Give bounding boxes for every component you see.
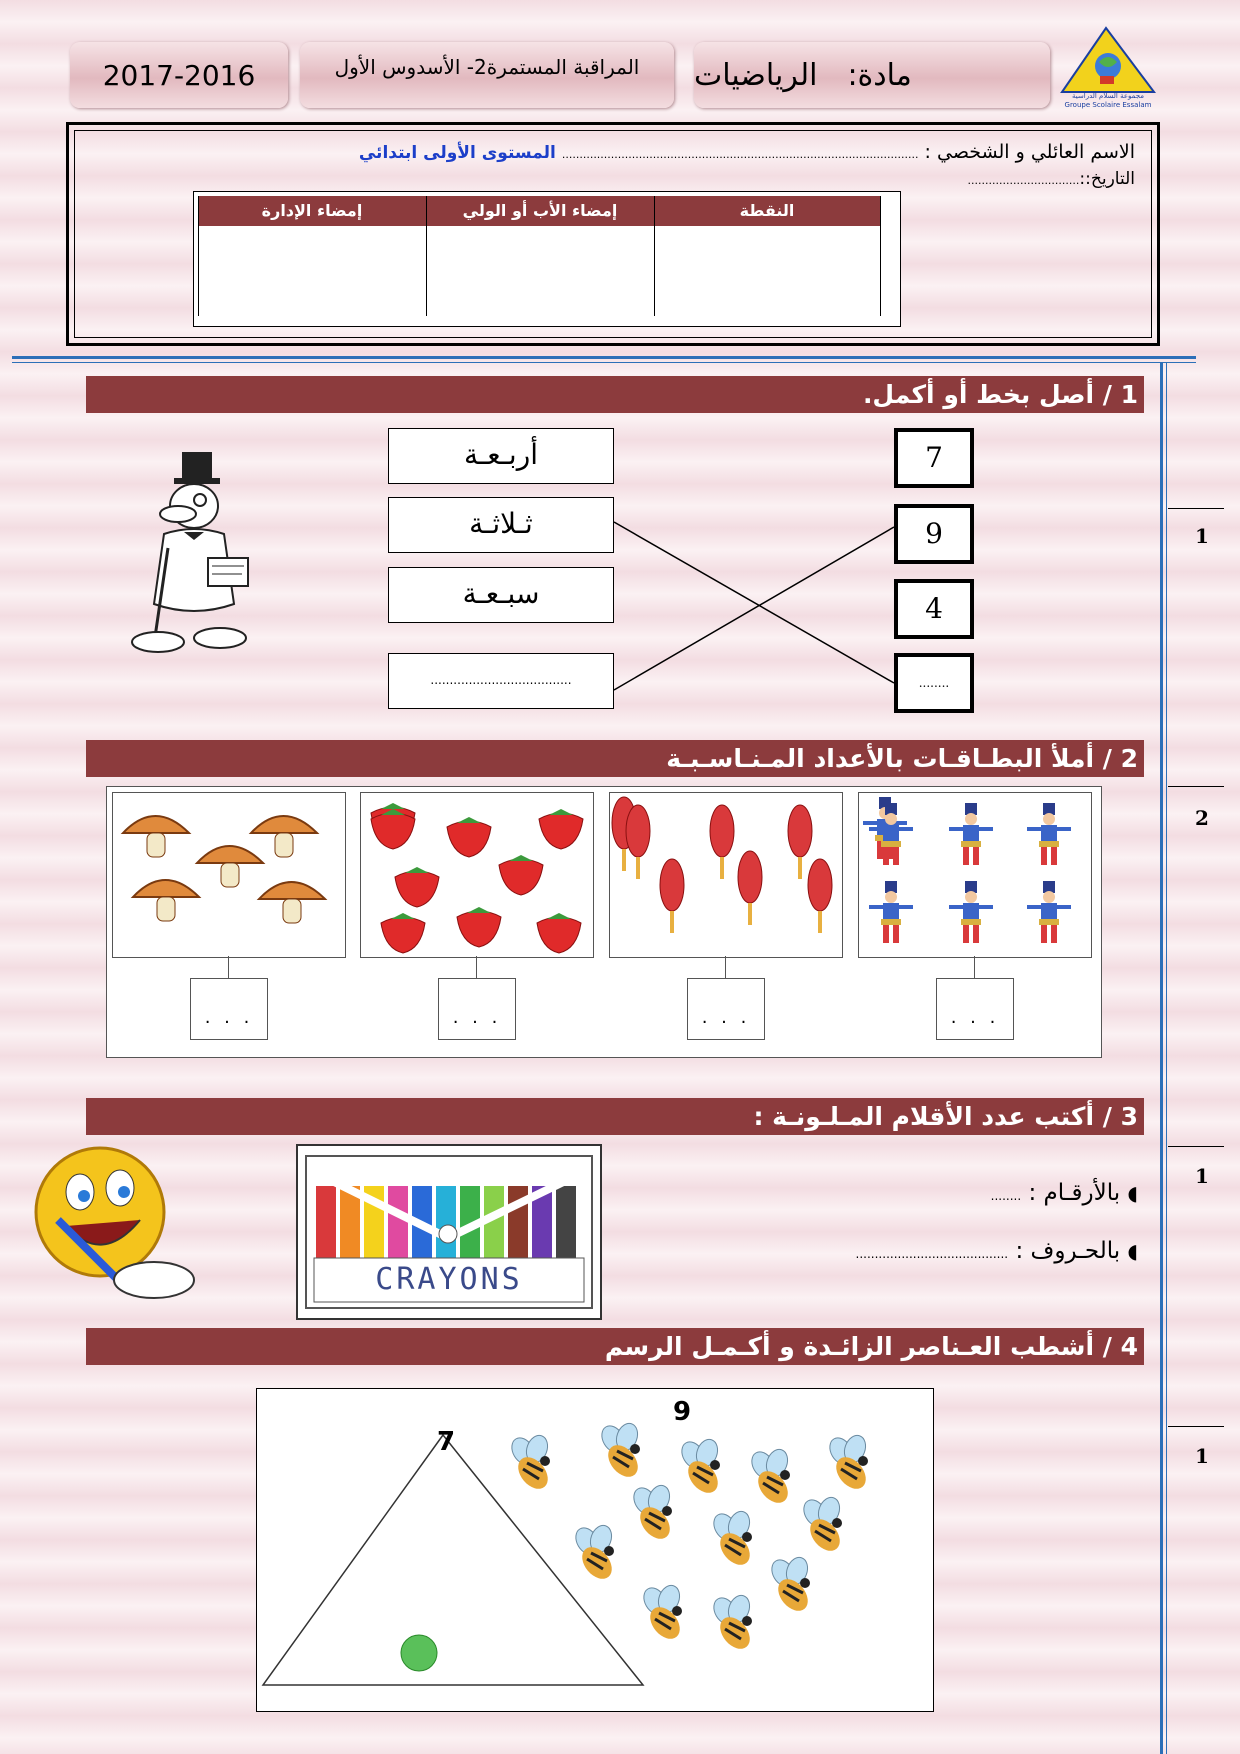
logo-text-fr: Groupe Scolaire Essalam: [1064, 101, 1152, 109]
answer-box-mushrooms[interactable]: . . .: [190, 978, 268, 1040]
number-card-9: 9: [894, 504, 974, 564]
digits-label: بالأرقـام :: [1028, 1180, 1121, 1206]
word-card-4: أربـعـة: [388, 428, 614, 484]
answer-box-lollies[interactable]: . . .: [687, 978, 765, 1040]
letters-field[interactable]: ........................................: [855, 1247, 1009, 1261]
crayons-box: [296, 1144, 602, 1320]
date-label: التاريخ::: [1079, 169, 1135, 189]
exam-title: المراقبة المستمرة2- الأسدوس الأول: [334, 55, 640, 79]
triangle-number: 7: [437, 1427, 456, 1457]
exercise-3-title: 3 / أكتب عدد الأقلام المـلـونـة :: [86, 1098, 1144, 1135]
bullet-icon: ◖: [1127, 1239, 1138, 1263]
digits-field[interactable]: ........: [990, 1189, 1022, 1203]
word-card-7: سبـعـة: [388, 567, 614, 623]
word-card-3: ثـلاثـة: [388, 497, 614, 553]
table-header-admin: إمضاء الإدارة: [261, 201, 363, 220]
number-card-7: 7: [894, 428, 974, 488]
exercise-1-title: 1 / أصل بخط أو أكمل.: [86, 376, 1144, 413]
digits-line: [991, 1180, 1138, 1206]
letters-line: [856, 1238, 1138, 1264]
answer-box-strawberries[interactable]: . . .: [438, 978, 516, 1040]
exercise-4-title: 4 / أشطب العـناصر الزائـدة و أكـمـل الرسم: [86, 1328, 1144, 1365]
score-ex2: 2: [1195, 806, 1209, 830]
answer-box-soldiers[interactable]: . . .: [936, 978, 1014, 1040]
table-header-parent: إمضاء الأب أو الولي: [462, 201, 618, 220]
logo-text-ar: مجموعة السلام الدراسية: [1072, 92, 1144, 100]
number-card-4: 4: [894, 579, 974, 639]
school-year: 2017-2016: [102, 58, 256, 92]
name-field[interactable]: ......................................................................................................: [561, 148, 919, 161]
smiley-writing-illustration: [28, 1140, 210, 1310]
strawberries-card: [360, 792, 594, 958]
drawing-frame: [256, 1388, 934, 1712]
bees-number: 9: [673, 1397, 692, 1427]
crayons-label: CRAYONS: [375, 1262, 523, 1297]
bullet-icon: ◖: [1127, 1181, 1138, 1205]
matching-lines: [0, 0, 1240, 760]
table-header-score: النقطة: [739, 201, 795, 220]
score-ex3: 1: [1195, 1164, 1209, 1188]
date-field[interactable]: ................................: [967, 174, 1080, 187]
mushrooms-card: [112, 792, 346, 958]
ice-lollies-card: [609, 792, 843, 958]
toy-soldiers-card: [858, 792, 1092, 958]
letters-label: بالحـروف :: [1015, 1238, 1121, 1264]
level-label: المستوى الأولى ابتدائي: [358, 143, 556, 163]
score-ex1: 1: [1195, 524, 1209, 548]
score-ex4: 1: [1195, 1444, 1209, 1468]
number-card-blank[interactable]: ........: [894, 653, 974, 713]
mushroom-icon: [123, 816, 189, 857]
subject-name: الرياضيات: [694, 57, 818, 93]
word-card-blank[interactable]: .....................................: [388, 653, 614, 709]
exercise-2-title: 2 / أملأ البطـاقـات بالأعداد المـنـاسـبـة: [86, 740, 1144, 777]
name-label: الاسم العائلي و الشخصي :: [924, 141, 1135, 163]
ball-icon: [401, 1635, 437, 1671]
subject-label: مادة:: [847, 57, 912, 93]
